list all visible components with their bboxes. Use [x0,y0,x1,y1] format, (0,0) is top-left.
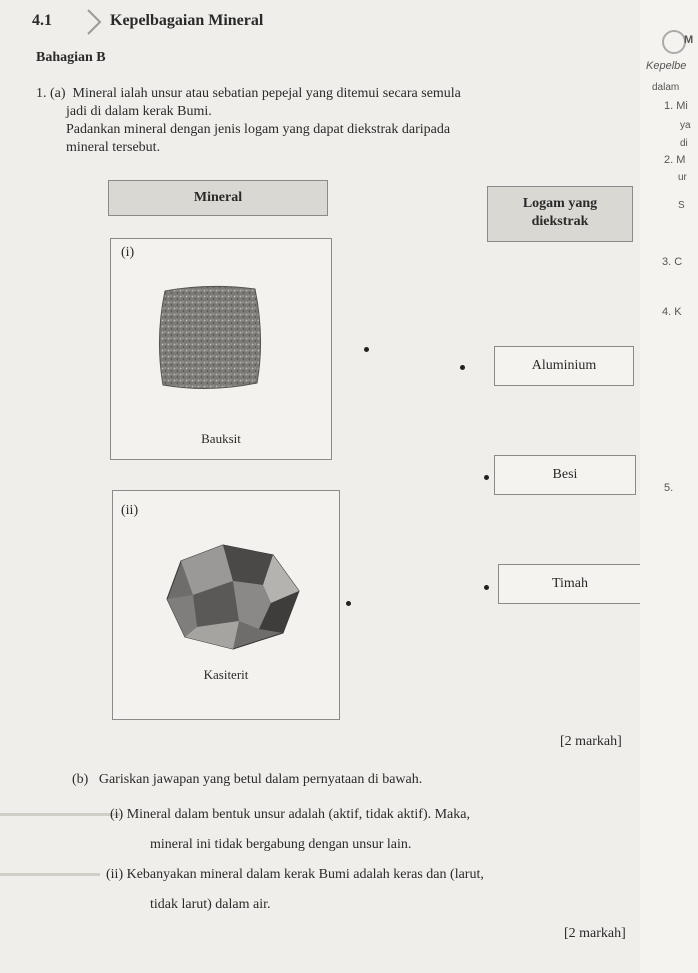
question-1a-line3: Padankan mineral dengan jenis logam yang dapat diekstrak daripada [66,122,451,137]
bauxite-rock-image [155,283,265,393]
side-text: 5. [664,482,674,494]
side-text: S [678,200,685,211]
question-1b-items [106,800,650,920]
section-title: Bahagian B [36,50,106,65]
marks-part-a: [2 markah] [560,734,622,749]
mineral-2-name: Kasiterit [203,667,249,682]
side-text: 1. Mi [664,100,688,112]
question-1a-line4: mineral tersebut. [66,140,161,155]
metal-box-aluminium: Aluminium [494,346,634,386]
match-dot-metal-aluminium[interactable] [460,365,465,370]
question-1b-ii-line2: tidak larut) dalam air. [150,897,271,912]
question-1a-label: 1. (a) [36,86,66,101]
adjacent-page-edge [640,0,698,973]
marks-part-b: [2 markah] [564,926,626,941]
question-1a-line1: Mineral ialah unsur atau sebatian pepejal yang ditemui secara semula [72,86,461,101]
mineral-1-roman: (i) [121,245,135,260]
page-title: Kepelbagaian Mineral [110,12,264,29]
chevron-right-icon [84,8,106,36]
metal-box-timah: Timah [498,564,642,604]
metal-header-line2: diekstrak [531,214,589,229]
question-1b-ii-line1: (ii) Kebanyakan mineral dalam kerak Bumi adalah keras dan (larut, [106,867,484,882]
metal-column-header [487,186,633,242]
decorative-stroke [0,873,100,876]
side-text: Kepelbe [646,60,687,72]
mineral-2-roman: (ii) [121,503,139,518]
match-dot-mineral-1[interactable] [364,347,369,352]
side-text: M [684,34,694,46]
question-1b-i-line1: (i) Mineral dalam bentuk unsur adalah (aktif, tidak aktif). Maka, [110,807,470,822]
side-text: 2. M [664,154,686,166]
question-1a-line2: jadi di dalam kerak Bumi. [66,104,212,119]
question-1b-i-line2: mineral ini tidak bergabung dengan unsur lain. [150,837,412,852]
decorative-stroke [0,813,120,816]
side-text: 4. K [662,306,682,318]
match-dot-metal-besi[interactable] [484,475,489,480]
metal-header-line1: Logam yang [522,196,598,211]
side-text: ya [680,120,691,131]
question-1b-intro [72,772,422,788]
mineral-column-header: Mineral [108,180,328,216]
section-number: 4.1 [32,12,52,29]
side-text: dalam [652,82,680,93]
match-dot-metal-timah[interactable] [484,585,489,590]
mineral-card-bauxite [110,238,332,460]
mineral-card-cassiterite [112,490,340,720]
match-dot-mineral-2[interactable] [346,601,351,606]
question-1b-text: Gariskan jawapan yang betul dalam pernyataan di bawah. [98,772,423,787]
side-text: 3. C [662,256,683,268]
question-1b-label: (b) [72,772,89,787]
question-1a [36,85,596,157]
side-text: ur [678,172,687,183]
side-text: di [680,138,688,149]
cassiterite-rock-image [163,541,303,651]
mineral-1-name: Bauksit [201,431,241,446]
metal-box-besi: Besi [494,455,636,495]
